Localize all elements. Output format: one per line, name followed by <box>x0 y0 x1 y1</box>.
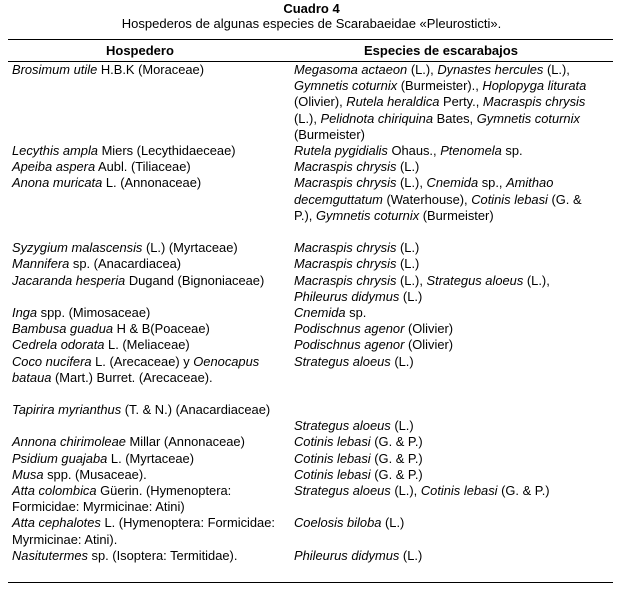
cell-text: Aubl. (Tiliaceae) <box>95 159 191 175</box>
cell-text: (G. & P.), <box>294 191 582 223</box>
host-cell <box>12 402 287 418</box>
cell-text: sp. <box>345 304 367 320</box>
cell-text: (L.), <box>543 62 570 77</box>
cell-text: (L.) <box>390 418 414 434</box>
species-name: Brosimum utile <box>12 62 98 77</box>
species-name: Musa <box>12 466 44 482</box>
beetles-cell <box>294 467 597 483</box>
table-row <box>0 321 623 337</box>
cell-text: (L.) <box>381 515 405 531</box>
table-row <box>0 354 623 403</box>
species-name: Rutela pygidialis <box>294 143 388 158</box>
host-cell <box>12 321 287 337</box>
table-row <box>0 337 623 353</box>
beetles-cell <box>294 337 597 353</box>
species-name: Macraspis chrysis <box>294 256 397 272</box>
species-name: Nasitutermes <box>12 547 88 563</box>
species-name: Bambusa guadua <box>12 321 114 337</box>
cell-text: (L.), <box>294 110 321 126</box>
host-cell <box>12 159 287 175</box>
beetles-cell <box>294 273 597 305</box>
species-name: Megasoma actaeon <box>294 62 408 77</box>
cell-text: L. (Hymenoptera: Formicidae: Myrmicinae: Atini). <box>12 515 275 547</box>
beetles-cell <box>294 305 597 321</box>
cell-text: (G. & P.) <box>497 483 550 499</box>
host-cell <box>12 337 287 353</box>
cell-text: sp. (Isoptera: Termitidae). <box>87 547 238 563</box>
cell-text: L. (Annonaceae) <box>102 175 202 191</box>
host-cell <box>12 305 287 321</box>
cell-text: L. (Myrtaceae) <box>107 450 194 466</box>
species-name: Dynastes hercules <box>437 62 544 77</box>
table-label: Cuadro 4 <box>283 1 340 16</box>
host-cell <box>12 175 287 191</box>
species-name: Rutela heraldica <box>346 94 440 110</box>
beetles-cell <box>294 321 597 337</box>
species-name: Cedrela odorata <box>12 337 105 353</box>
table-row <box>0 402 623 434</box>
host-cell <box>12 256 287 272</box>
cell-text: (G. & P.) <box>370 450 423 466</box>
species-name: Macraspis chrysis <box>294 240 397 256</box>
table-row <box>0 143 623 159</box>
species-name: Cotinis lebasi <box>294 466 371 482</box>
beetles-cell <box>294 483 597 499</box>
cell-text: (L.) <box>390 353 414 369</box>
species-name: Cnemida <box>426 175 479 191</box>
table-row <box>0 548 623 564</box>
beetles-cell <box>294 175 597 224</box>
species-name: Podischnus agenor <box>294 321 405 337</box>
species-name: Ptenomela <box>440 143 502 158</box>
species-name: Cotinis lebasi <box>471 191 548 207</box>
cell-text: (G. & P.) <box>370 466 423 482</box>
table-row <box>0 256 623 272</box>
species-name: Syzygium malascensis <box>12 240 143 256</box>
table-caption: Hospederos de algunas especies de Scarabaeidae «Pleurosticti». <box>121 16 502 31</box>
cell-text: (L.), <box>396 175 427 191</box>
cell-text: H.B.K (Moraceae) <box>97 62 204 77</box>
cell-text: sp. <box>501 143 523 158</box>
cell-text: (L.) <box>396 159 420 175</box>
cell-text: Ohaus., <box>387 143 441 158</box>
cell-text: (T. & N.) (Anacardiaceae) <box>121 402 271 418</box>
table-row <box>0 175 623 240</box>
species-name: Coco nucifera <box>12 353 92 369</box>
cell-text: sp. (Anacardiacea) <box>69 256 182 272</box>
beetles-cell <box>294 143 597 159</box>
host-cell <box>12 515 287 547</box>
beetles-cell <box>294 515 597 531</box>
top-rule <box>8 39 613 40</box>
species-name: Pelidnota chiriquina <box>320 110 434 126</box>
table-row <box>0 515 623 547</box>
cell-text: (L.) <box>396 240 420 256</box>
beetles-cell <box>294 451 597 467</box>
table-row <box>0 451 623 467</box>
species-name: Gymnetis coturnix <box>315 207 420 223</box>
cell-text: Miers (Lecythidaeceae) <box>97 143 236 158</box>
table-row <box>0 240 623 256</box>
species-name: Inga <box>12 304 38 320</box>
cell-text: (L.), <box>407 62 438 77</box>
table-row <box>0 273 623 305</box>
cell-text: spp. (Musaceae). <box>43 466 147 482</box>
species-name: Mannifera <box>12 256 70 272</box>
cell-text: Dugand (Bignoniaceae) <box>125 272 265 288</box>
species-name: Amithao decemguttatum <box>294 175 554 207</box>
cell-text: H & B(Poaceae) <box>113 321 210 337</box>
species-name: Atta colombica <box>12 483 97 499</box>
species-name: Cotinis lebasi <box>294 434 371 450</box>
cell-text: Perty., <box>439 94 483 110</box>
cell-text: (L.), <box>390 483 421 499</box>
cell-text: Güerin. (Hymenoptera: Formicidae: Myrmicinae: Atini) <box>12 483 232 515</box>
cell-text: (L.) <box>399 547 423 563</box>
host-cell <box>12 62 287 78</box>
species-name: Psidium guajaba <box>12 450 108 466</box>
species-name: Strategus aloeus <box>294 483 391 499</box>
cell-text: Millar (Annonaceae) <box>125 434 245 450</box>
host-cell <box>12 483 287 515</box>
table-row <box>0 305 623 321</box>
species-name: Macraspis chrysis <box>482 94 586 110</box>
species-name: Anona muricata <box>12 175 103 191</box>
species-name: Coelosis biloba <box>294 515 382 531</box>
cell-text: (Burmeister) <box>419 207 494 223</box>
species-name: Phileurus didymus <box>294 547 400 563</box>
species-name: Gymnetis coturnix <box>294 78 398 94</box>
host-cell <box>12 451 287 467</box>
cell-text: (G. & P.) <box>370 434 423 450</box>
species-name: Annona chirimoleae <box>12 434 126 450</box>
cell-text: (Burmeister) <box>294 126 365 142</box>
host-cell <box>12 548 287 564</box>
species-name: Strategus aloeus <box>294 418 391 434</box>
cell-text: spp. (Mimosaceae) <box>37 304 151 320</box>
species-name: Strategus aloeus <box>294 353 391 369</box>
table-body <box>0 62 623 564</box>
bottom-rule <box>8 582 613 583</box>
species-name: Cnemida <box>294 304 346 320</box>
table-row <box>0 467 623 483</box>
column-header-host: Hospedero <box>106 43 174 58</box>
beetles-cell <box>294 548 597 564</box>
species-name: Strategus aloeus <box>426 272 524 288</box>
cell-text: (L.) <box>399 288 423 304</box>
beetles-cell <box>294 62 597 143</box>
cell-text: (Olivier), <box>294 94 347 110</box>
cell-text: (Waterhouse), <box>382 191 472 207</box>
host-cell <box>12 354 287 386</box>
species-name: Macraspis chrysis <box>294 159 397 175</box>
species-name: Apeiba aspera <box>12 159 96 175</box>
table-row <box>0 159 623 175</box>
cell-text: (L.), <box>523 272 550 288</box>
species-name: Cotinis lebasi <box>294 450 371 466</box>
table-row <box>0 434 623 450</box>
host-cell <box>12 467 287 483</box>
cell-text: (Olivier) <box>404 337 454 353</box>
species-name: Lecythis ampla <box>12 143 98 158</box>
species-name: Phileurus didymus <box>294 288 400 304</box>
species-name: Macraspis chrysis <box>294 272 397 288</box>
cell-text: (Olivier) <box>404 321 454 337</box>
species-name: Macraspis chrysis <box>294 175 397 191</box>
cell-text: (L.), <box>396 272 427 288</box>
species-name: Gymnetis coturnix <box>476 110 580 126</box>
host-cell <box>12 434 287 450</box>
cell-text: L. (Arecaceae) y <box>91 353 194 369</box>
beetles-cell <box>294 240 597 256</box>
cell-text: L. (Meliaceae) <box>104 337 190 353</box>
host-cell <box>12 273 287 289</box>
cell-text: (L.) (Myrtaceae) <box>142 240 238 256</box>
beetles-cell <box>294 354 597 370</box>
cell-text: (L.) <box>396 256 420 272</box>
table-row <box>0 483 623 515</box>
host-cell <box>12 143 287 159</box>
species-name: Jacaranda hesperia <box>12 272 126 288</box>
species-name: Hoplopyga liturata <box>482 78 587 94</box>
cell-text: (Burmeister)., <box>397 78 483 94</box>
host-cell <box>12 240 287 256</box>
species-name: Oenocapus bataua <box>12 353 260 385</box>
table-row <box>0 62 623 143</box>
beetles-cell <box>294 159 597 175</box>
species-name: Podischnus agenor <box>294 337 405 353</box>
cell-text: Bates, <box>433 110 477 126</box>
species-name: Atta cephalotes <box>12 515 101 531</box>
cell-text: (Mart.) Burret. (Arecaceae). <box>51 369 213 385</box>
beetles-cell <box>294 434 597 450</box>
column-header-beetles: Especies de escarabajos <box>364 43 518 58</box>
beetles-cell <box>294 256 597 272</box>
species-name: Cotinis lebasi <box>420 483 498 499</box>
beetles-cell <box>294 418 597 434</box>
species-name: Tapirira myrianthus <box>12 402 122 418</box>
cell-text: sp., <box>478 175 507 191</box>
